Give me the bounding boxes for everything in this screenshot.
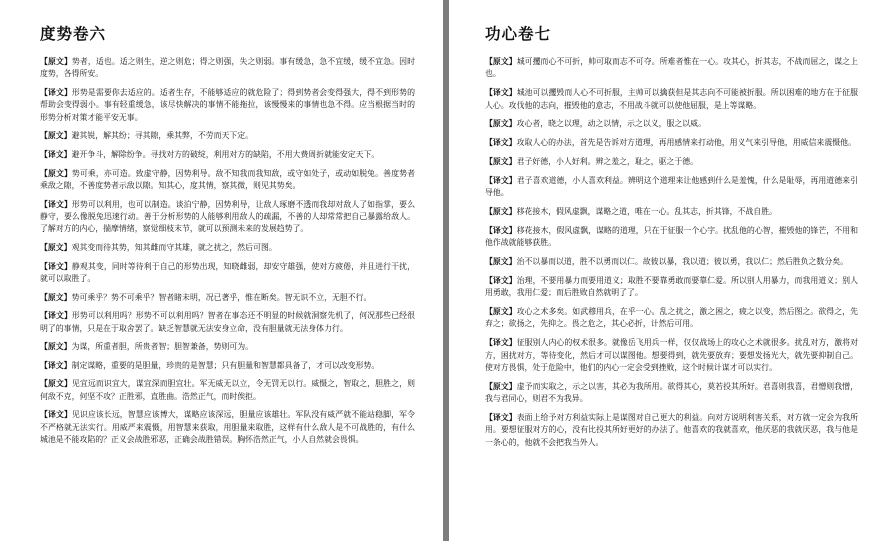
paragraph-text: 避其锐，解其纷；寻其隙，乘其弊，不劳而天下定。 [71, 131, 254, 141]
paragraph-tag: 【译文】 [485, 275, 517, 285]
paragraph-text: 表面上给予对方利益实际上是谋图对自己更大的利益。向对方说明利害关系，对方就一定会为我所用。要想征服对方的心，没有比投其所好更好的办法了。他喜欢的我就喜欢，他厌恶的我就厌恶，我与他是一条心的，他就不会把我当外人。 [485, 413, 858, 447]
paragraph [485, 137, 858, 149]
paragraph-tag: 【译文】 [485, 413, 517, 423]
paragraph-tag: 【原文】 [485, 307, 517, 316]
paragraph-tag: 【译文】 [40, 360, 72, 370]
paragraph-text: 攻取人心的办法，首先是告诉对方道理，再用感情来打动他，用义气来引导他，用威信来震慑他。 [516, 138, 856, 148]
page-title: 功心卷七 [485, 24, 552, 43]
paragraph [40, 168, 415, 193]
paragraph-tag: 【原文】 [40, 168, 72, 178]
paragraph [40, 341, 415, 353]
paragraph [485, 256, 858, 268]
paragraph-tag: 【译文】 [40, 88, 72, 97]
paragraph-tag: 【原文】 [40, 292, 72, 302]
paragraph-tag: 【译文】 [485, 175, 517, 185]
paragraph-text: 为谋，所重者胆，所贵者智；胆智兼备，势则可为。 [71, 342, 254, 352]
paragraph-tag: 【原文】 [485, 57, 517, 66]
paragraph [40, 130, 415, 142]
paragraph-tag: 【原文】 [40, 379, 72, 389]
paragraph [485, 381, 858, 406]
paragraph [485, 306, 858, 331]
paragraph-text: 城池可以攫毁而人心不可折服，主帅可以擒获但是其志向不可能被折服。所以困难的地方在于征服人心。攻伐他的志向，摧毁他的意志，不用战斗就可以使他屈服，是上等谋略。 [485, 88, 858, 110]
paragraph-tag: 【原文】 [485, 381, 517, 391]
paragraph-tag: 【译文】 [485, 225, 517, 235]
paragraph-tag: 【原文】 [40, 342, 72, 352]
paragraph-tag: 【原文】 [40, 243, 72, 252]
paragraph-text: 避开争斗，解除纷争。寻找对方的破绽，利用对方的缺陷，不用大费周折就能安定天下。 [71, 150, 380, 159]
paragraph [40, 261, 415, 286]
paragraph-text: 治不以暴而以道，胜不以勇而以仁。故彼以暴，我以道；彼以勇，我以仁；然后胜负之数分矣。 [516, 257, 848, 266]
paragraph-text: 静观其变，同时等待利于自己的形势出现，知晓雌弱，却安守雄强，使对方疲倦，并且进行干扰，就可以取胜了。 [40, 261, 415, 283]
paragraph [485, 412, 858, 449]
paragraph-tag: 【译文】 [485, 88, 517, 98]
paragraph-tag: 【原文】 [485, 257, 517, 266]
paragraph [485, 56, 858, 81]
paragraph-text: 制定谋略，重要的是胆量，珍贵的是智慧；只有胆量和智慧都具备了，才可以改变形势。 [71, 360, 380, 370]
paragraph-text: 虚予而实取之，示之以害，其必为我所用。欲得其心，莫若投其所好。君喜则我喜，君憎则我憎，我与君同心，则君不为我异。 [485, 381, 858, 404]
left-page [0, 0, 443, 541]
paragraph [485, 337, 858, 374]
paragraph-tag: 【原文】 [40, 57, 72, 66]
paragraph [40, 242, 415, 254]
paragraph-tag: 【译文】 [40, 199, 72, 209]
paragraph-text: 攻心者，晓之以理，动之以情，示之以义，服之以威。 [516, 119, 706, 129]
paragraph [485, 156, 858, 168]
paragraph-tag: 【译文】 [485, 338, 517, 348]
paragraph-tag: 【原文】 [485, 207, 517, 216]
paragraph-text: 势可乘乎？势不可乘乎？智者睹未明，况已著乎，惟在断矣。智无识不立，无胆不行。 [71, 292, 372, 302]
paragraph-tag: 【原文】 [485, 157, 517, 166]
paragraph [40, 409, 415, 446]
paragraph-text: 移花接木，假风虚飘，谋略之道，唯在一心。乱其志，折其锋，不战自胜。 [516, 207, 777, 216]
paragraph-text: 君子好德，小人好利。辨之羞之，耻之，驱之于德。 [516, 157, 699, 166]
paragraph [40, 360, 415, 372]
paragraph-tag: 【译文】 [40, 410, 72, 420]
paragraph [40, 149, 415, 161]
paragraph [485, 87, 858, 112]
right-page [449, 0, 892, 541]
paragraph-text: 治理，不要用暴力而要用道义；取胜不要靠勇敢而要靠仁爱。所以别人用暴力，而我用道义；别人用勇敢，我用仁爱；而后胜败自然就明了了。 [485, 275, 858, 298]
paragraph-text: 征服别人内心的权术很多。就像岳飞用兵一样，仅仅战场上的攻心之术就很多。扰乱对方，激将对方，困扰对方，等待变化，然后才可以谋图他。想要得到，就先要放弃；要想发扬光大，就先要抑制自己。使对方畏惧，处于危险中，他们的内心一定会受到挫败，这个时候计谋才可以实行。 [485, 338, 858, 373]
paragraph [40, 310, 415, 335]
paragraph-text: 君子喜欢道德，小人喜欢利益。辨明这个道理来让他感到什么是羞愧，什么是耻辱，再用道德来引导他。 [485, 175, 858, 198]
paragraph-tag: 【译文】 [40, 261, 72, 271]
paragraph-text: 移花接木，假风虚飘，谋略的道理，只在于征服一个心字。扰乱他的心智，摧毁他的锋芒，不用和他作战就能够获胜。 [485, 225, 858, 248]
paragraph-text: 势可乘，亦可造。致虚守静，因势利导。敌不知我而我知敌，或守如处子，或动如脱兔。善度势者乘敌之隙，不善度势者示敌以隙。知其心，度其情，察其微，则见其势矣。 [40, 168, 415, 190]
paragraph-text: 攻心之术多矣。如武穆用兵，在乎一心。乱之扰之，激之困之，疲之以变，然后图之。欲得之，先弃之；欲扬之，先抑之。畏之危之，其心必折，计然后可用。 [485, 307, 858, 329]
page-title: 度势卷六 [40, 24, 107, 43]
paragraph-list [40, 56, 415, 447]
paragraph-text: 观其变而待其势，知其雌而守其雄，就之扰之，然后可图。 [71, 243, 277, 252]
paragraph [40, 292, 415, 304]
paragraph-text: 势者，适也。适之则生，逆之则危；得之则强，失之则弱。事有缓急，急不宜缓，缓不宜急。因时度势，各得所安。 [40, 57, 415, 79]
paragraph [485, 118, 858, 130]
paragraph-tag: 【译文】 [40, 150, 72, 159]
paragraph-text: 形势可以利用吗？形势不可以利用吗？智者在事态还不明显的时候就洞察先机了，何况那些已经很明了的事情，只是在于取舍罢了。缺乏智慧就无法安身立命，没有胆量就无法身体力行。 [40, 311, 415, 333]
paragraph [485, 275, 858, 300]
paragraph-text: 形势可以利用，也可以制造。谈泊宁静，因势利导，让敌人琢磨不透而我却对敌人了如指掌，要么静守，要么像脱兔迅速行动。善于分析形势的人能够利用敌人的疏漏，不善的人却常常把自己暴露给敌人。了解对方的内心，揣摩情绪，察觉细枝末节，就可以预测未来的发展趋势了。 [40, 199, 415, 234]
paragraph-text: 见宜远而识宜大，谋宜深而胆宜壮。军无威无以立，令无罚无以行。威慑之，智取之，胆胜之，则何敌不克，何坚不攻？正胜邪，直胜曲。浩然正气，而时俟拒。 [40, 379, 415, 401]
paragraph-tag: 【译文】 [40, 311, 72, 321]
paragraph [485, 225, 858, 250]
paragraph [485, 206, 858, 218]
paragraph [485, 175, 858, 200]
paragraph [40, 56, 415, 81]
paragraph-tag: 【译文】 [485, 138, 517, 148]
paragraph [40, 378, 415, 403]
paragraph-text: 形势是需要你去适应的。适者生存，不能够适应的就危险了；得到势者会变得强大，得不到形势的帮助会变得弱小。事有轻重缓急，该尽快解决的事情不能拖拉，该慢慢来的事情也急不得。应当根据当时的形势分析对策才能平安无事。 [40, 88, 415, 122]
paragraph-text: 城可攫而心不可折，帅可取而志不可夺。所难者惟在一心。攻其心，折其志，不战而屈之，谋之上也。 [485, 57, 858, 79]
paragraph-text: 见识应该长远，智慧应该博大，谋略应该深远，胆量应该雄壮。军队没有威严就不能站稳脚，军令不严格就无法实行。用威严来震慑，用智慧来获取，用胆量来取胜，这样有什么敌人是不可战胜的，有什么城池是不能攻陷的？正义会战胜邪恶，正确会战胜错误。胸怀浩然正气，小人自然就会畏惧。 [40, 410, 415, 445]
paragraph-tag: 【原文】 [485, 119, 517, 129]
paragraph-list [485, 56, 858, 449]
paragraph-tag: 【原文】 [40, 131, 72, 141]
paragraph [40, 199, 415, 236]
paragraph [40, 87, 415, 124]
